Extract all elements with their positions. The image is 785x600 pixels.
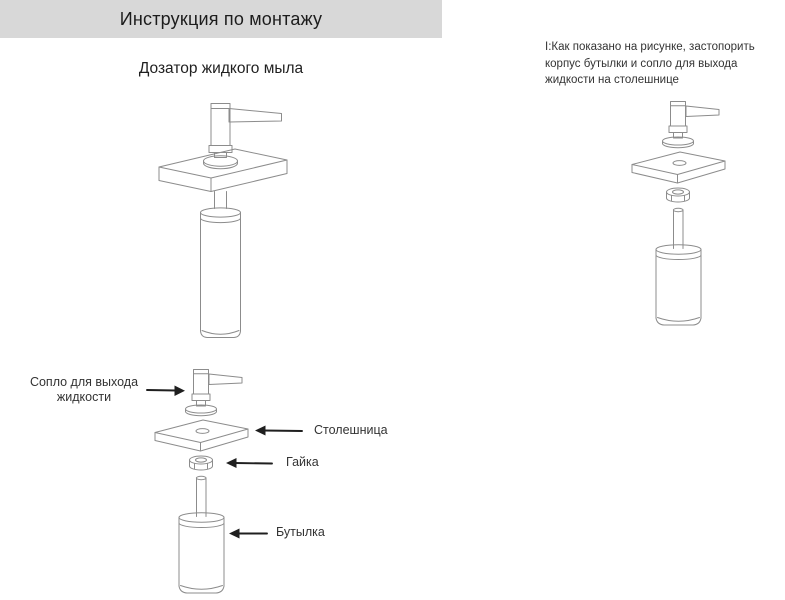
- bottle-arrow-icon: [229, 529, 267, 539]
- bottle-part: [201, 192, 241, 338]
- exploded-view-step1: [632, 102, 725, 326]
- callout-label-nozzle: Сопло для выхода жидкости: [29, 375, 139, 404]
- page-title: Инструкция по монтажу: [119, 8, 323, 29]
- assembled-dispenser-drawing: [159, 104, 287, 338]
- nozzle-arrow-icon: [147, 386, 185, 397]
- callout-label-countertop: Столешница: [314, 423, 388, 437]
- exploded-view-labeled: [155, 370, 248, 594]
- callout-label-bottle: Бутылка: [276, 525, 325, 539]
- product-subtitle: Дозатор жидкого мыла: [138, 60, 304, 77]
- callout-arrows: [147, 386, 302, 539]
- step1-instruction-text: I:Как показано на рисунке, застопорить корпус бутылки и сопло для выхода жидкости на столешнице: [545, 41, 755, 86]
- callout-label-nut: Гайка: [286, 455, 319, 469]
- nut-arrow-icon: [226, 458, 272, 468]
- countertop-arrow-icon: [255, 426, 302, 436]
- pump-nozzle-part: [204, 104, 282, 169]
